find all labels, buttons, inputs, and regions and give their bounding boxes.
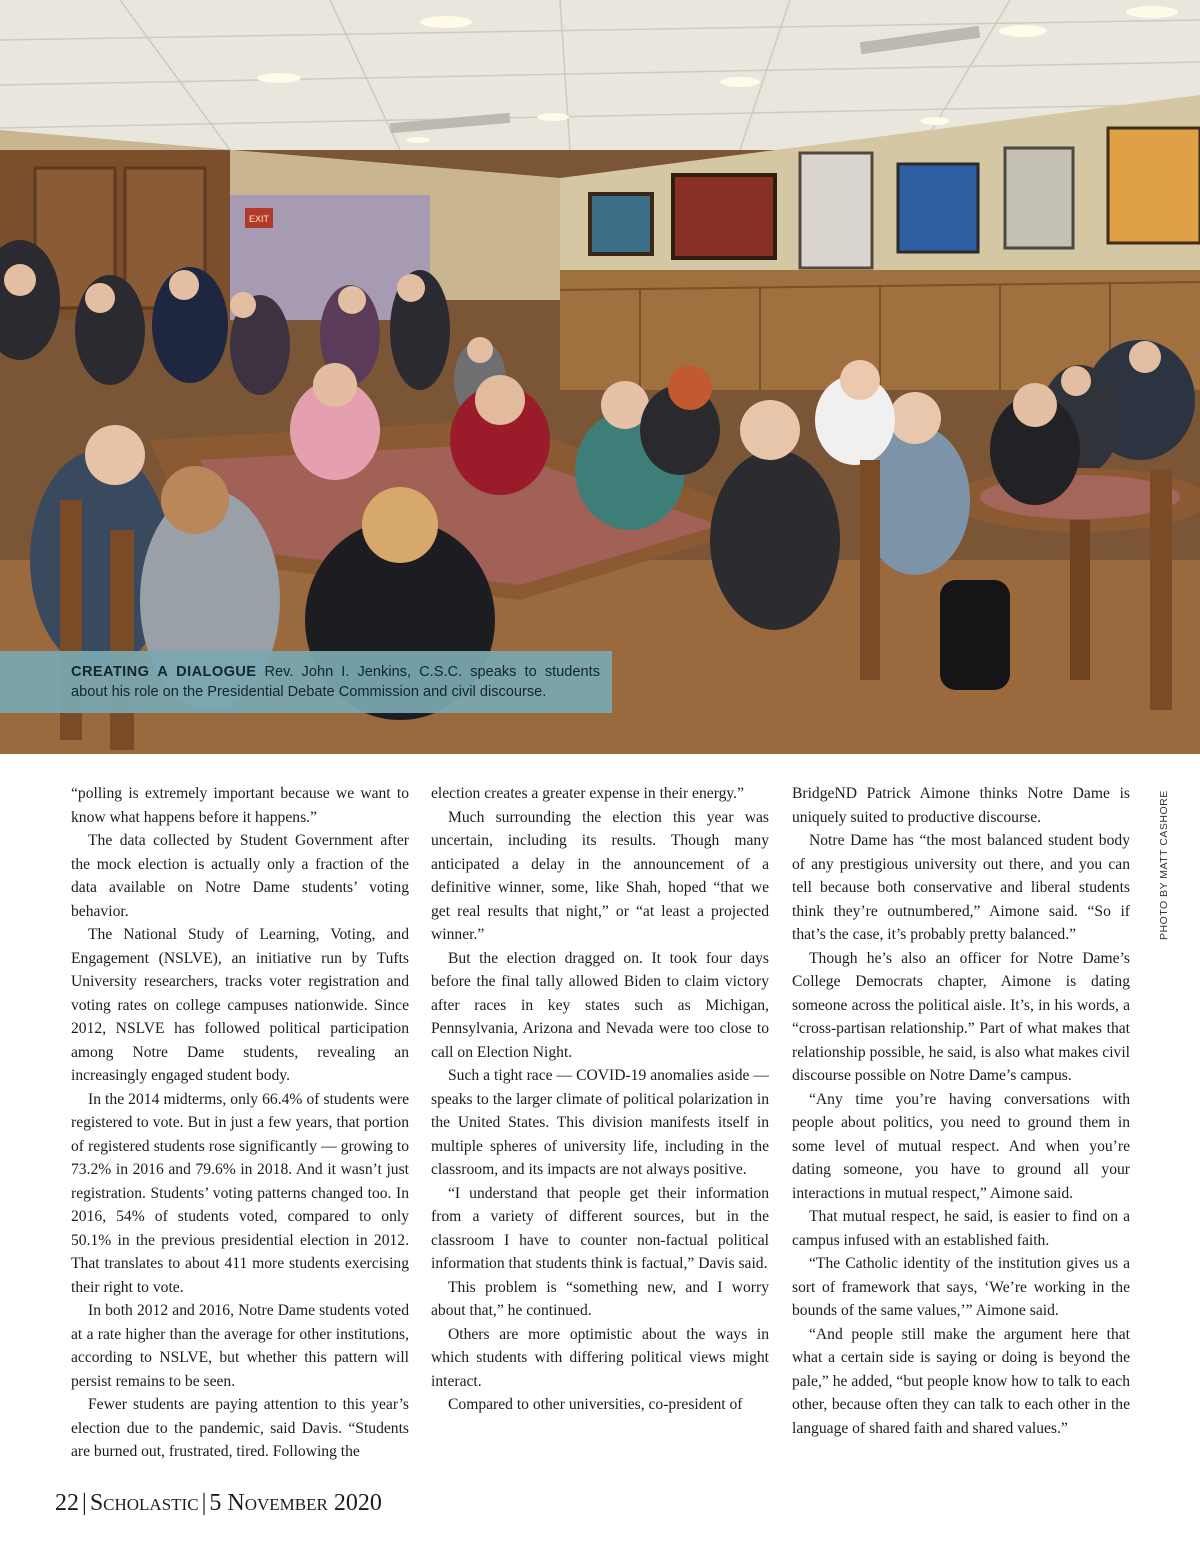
paragraph: But the election dragged on. It took four days before the final tally allowed Biden to claim victory after races in key states such as Michigan, Pennsylvania, Arizona and Nevada were too close to call on Election Night. [431,949,769,1061]
paragraph: Notre Dame has “the most balanced student body of any prestigious university out there, and you can tell because both conservative and liberal students think they’re outnumbered,” Aimone said. “So if that’s the case, it’s probably pretty balanced.” [792,832,1130,943]
publication-name: Scholastic [89,1490,199,1516]
paragraph: Fewer students are paying attention to this year’s election due to the pandemic, said Davis. “Students are burned out, frustrated, tired. Following the [71,1396,409,1460]
caption-heading: CREATING A DIALOGUE [71,664,257,680]
folio-divider: | [201,1490,207,1516]
svg-text:EXIT: EXIT [248,214,270,224]
paragraph: election creates a greater expense in their energy.” [431,785,745,802]
caption-text: Rev. John I. Jenkins, C.S.C. speaks to students about his role on the Presidential Debate Commission and civil discourse. [71,664,600,700]
paragraph: “Any time you’re having conversations with people about politics, you need to ground them in some level of mutual respect. And when you’re dating someone, you have to ground all your interactions in mutual respect,” Aimone said. [792,1090,1130,1202]
paragraph: “The Catholic identity of the institution gives us a sort of framework that says, ‘We’re working in the bounds of the same values,’” Aimone said. [792,1255,1130,1319]
paragraph: Compared to other universities, co-president of [448,1396,743,1413]
paragraph: “polling is extremely important because we want to know what happens before it happens.” [71,785,409,826]
paragraph: That mutual respect, he said, is easier to find on a campus infused with an established faith. [792,1208,1130,1249]
paragraph: “And people still make the argument here that what a certain side is saying or doing is beyond the pale,” he added, “but people know how to talk to each other, because often they can talk to each other in the language of shared faith and shared values.” [792,1325,1130,1437]
paragraph: In the 2014 midterms, only 66.4% of students were registered to vote. But in just a few years, that portion of registered students rose significantly — growing to 73.2% in 2016 and 79.6% in 2018. And it wasn’t just registration. Students’ voting patterns changed too. In 2016, 54% of students voted, compared to only 50.1% in the previous presidential election in 2012. That translates to about 411 more students exercising their right to vote. [71,1090,409,1296]
paragraph: Though he’s also an officer for Notre Dame’s College Democrats chapter, Aimone is dating someone across the political aisle. It’s, in his words, a “cross-partisan relationship.” Part of what makes that relationship possible, he said, is also what makes civil discourse possible on Notre Dame’s campus. [792,949,1130,1084]
photo-caption [0,651,612,713]
paragraph: Much surrounding the election this year was uncertain, including its results. Though many anticipated a delay in the announcement of a definitive winner, some, like Shah, hoped “that we get real results that night,” or “at least a projected winner.” [431,808,769,943]
paragraph: In both 2012 and 2016, Notre Dame students voted at a rate higher than the average for other institutions, according to NSLVE, but whether this pattern will persist remains to be seen. [71,1302,409,1390]
article-column-2 [431,782,769,1417]
issue-date: 5 November 2020 [209,1490,382,1516]
paragraph: “I understand that people get their information from a variety of different sources, but in the classroom I have to counter non-factual political information that students think is factual,” Davis said. [431,1184,769,1272]
article-column-1 [71,782,409,1464]
paragraph: The data collected by Student Government after the mock election is actually only a fraction of the data available on Notre Dame students’ voting behavior. [71,832,409,920]
folio-divider: | [82,1490,87,1516]
page-folio [55,1490,382,1520]
page-number: 22 [55,1490,79,1516]
paragraph: Such a tight race — COVID-19 anomalies aside — speaks to the larger climate of political polarization in the United States. This division manifests itself in multiple spheres of university life, including in the classroom, and its impacts are not always positive. [431,1067,769,1178]
classroom-scene-illustration [0,0,1200,754]
article-column-3 [792,782,1130,1440]
feature-photo [0,0,1200,754]
backpack-icon [940,580,1010,690]
paragraph: The National Study of Learning, Voting, and Engagement (NSLVE), an initiative run by Tufts University researchers, tracks voter registration and voting rates on college campuses nationwide. Since 2012, NSLVE has followed political participation among Notre Dame students, revealing an increasingly engaged student body. [71,926,409,1084]
photo-credit: PHOTO BY MATT CASHORE [1158,790,1170,940]
paragraph: BridgeND Patrick Aimone thinks Notre Dame is uniquely suited to productive discourse. [792,785,1130,826]
paragraph: Others are more optimistic about the ways in which students with differing political views might interact. [431,1325,769,1390]
paragraph: This problem is “something new, and I worry about that,” he continued. [431,1278,769,1319]
